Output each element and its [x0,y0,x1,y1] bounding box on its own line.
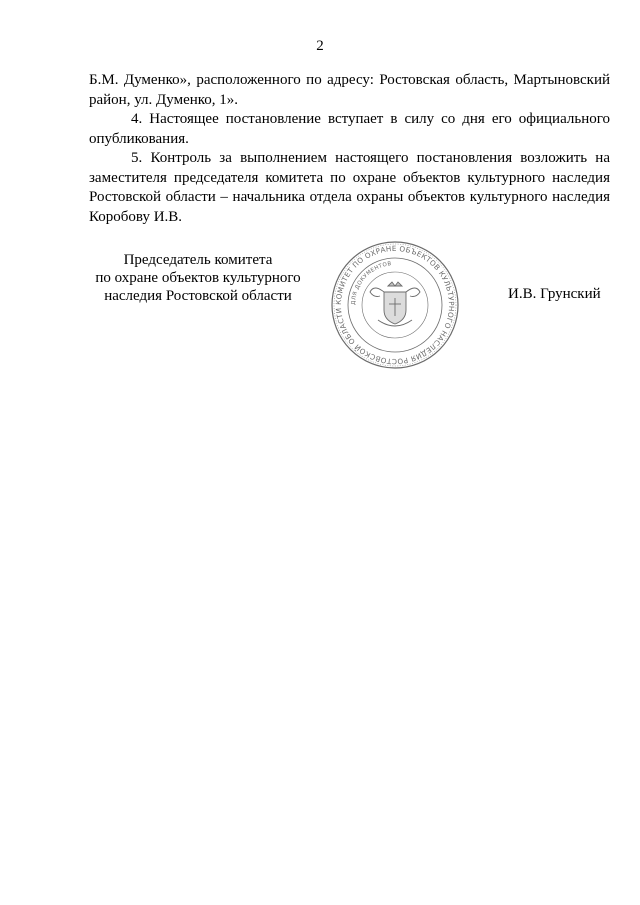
signatory-name: И.В. Грунский [508,286,601,302]
signatory-title-line-2: по охране объектов культурного [95,270,301,286]
official-seal [330,240,460,370]
signatory-title-line-1: Председатель комитета [123,252,273,268]
coat-of-arms-icon [370,282,420,326]
page-number: 2 [316,38,324,54]
seal-inner-text: ДЛЯ ДОКУМЕНТОВ [350,261,393,306]
paragraph-5: 5. Контроль за выполнением настоящего постановления возложить на заместителя председателя комитета по охране объектов культурного наследия Ростовской области – начальника отдела охраны объектов культурного наследия Коробову И.В. [89,150,610,225]
paragraph-3-continuation: Б.М. Думенко», расположенного по адресу: Ростовская область, Мартыновский район, ул. Думенко, 1». [89,72,610,108]
signatory-title-line-3: наследия Ростовской области [104,288,292,304]
seal-outer-text: КОМИТЕТ ПО ОХРАНЕ ОБЪЕКТОВ КУЛЬТУРНОГО НАСЛЕДИЯ РОСТОВСКОЙ ОБЛАСТИ [333,243,457,367]
document-body [89,71,610,227]
paragraph-4: 4. Настоящее постановление вступает в силу со дня его официального опубликования. [89,111,610,147]
signatory-title [80,251,316,305]
